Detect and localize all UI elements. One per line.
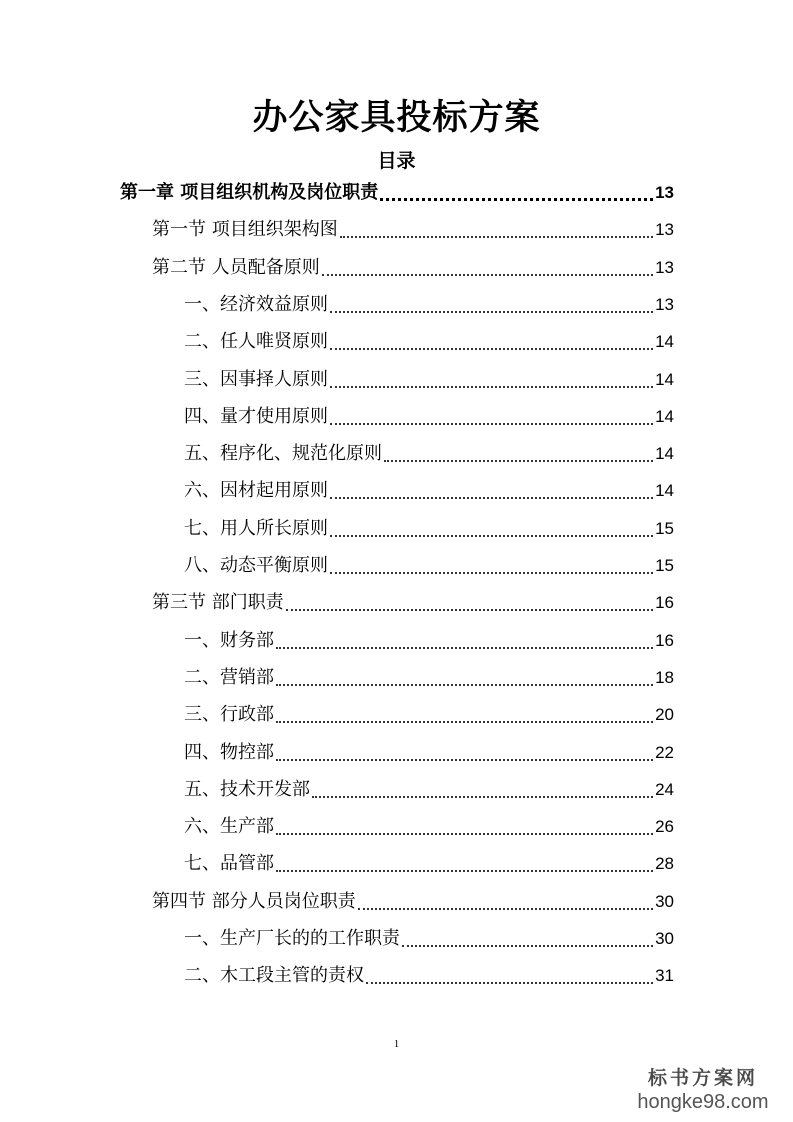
- toc-entry-page: 20: [655, 705, 674, 725]
- toc-dot-leader: [312, 795, 653, 798]
- watermark-url: hongke98.com: [637, 1091, 769, 1113]
- toc-dot-leader: [330, 496, 653, 499]
- toc-entry-page: 13: [655, 257, 674, 277]
- toc-entry-label: 一、经济效益原则: [184, 293, 328, 315]
- toc-entry[interactable]: [184, 734, 674, 771]
- toc-entry-page: 15: [655, 556, 674, 575]
- toc-dot-leader: [330, 534, 653, 537]
- toc-entry-page: 15: [655, 518, 674, 538]
- toc-heading: 目录: [377, 150, 416, 172]
- toc-entry[interactable]: [184, 398, 674, 435]
- toc-dot-leader: [402, 944, 653, 947]
- toc-entry-label: 第一节 项目组织架构图: [152, 219, 338, 241]
- toc-entry-page: 31: [655, 966, 674, 986]
- toc-dot-leader: [340, 235, 653, 238]
- toc-entry[interactable]: [184, 920, 674, 957]
- toc-entry-label: 八、动态平衡原则: [184, 555, 328, 576]
- toc-dot-leader: [366, 981, 653, 984]
- toc-entry[interactable]: [184, 622, 674, 659]
- toc-entry-label: 五、技术开发部: [184, 778, 310, 800]
- toc-entry-page: 28: [655, 854, 674, 874]
- toc-dot-leader: [286, 608, 653, 611]
- toc-entry-page: 14: [655, 369, 674, 389]
- watermark-name: 标书方案网: [647, 1067, 758, 1089]
- toc-entry-label: 三、因事择人原则: [184, 368, 328, 390]
- toc-dot-leader: [322, 273, 653, 276]
- toc-dot-leader: [384, 459, 653, 462]
- toc-entry[interactable]: [184, 361, 674, 398]
- toc-entry-page: 13: [655, 220, 674, 240]
- toc-dot-leader: [276, 646, 653, 649]
- toc-entry-label: 三、行政部: [184, 704, 274, 726]
- toc-entry[interactable]: [184, 659, 674, 696]
- toc-entry-label: 第三节 部门职责: [152, 592, 284, 614]
- document-title: 办公家具投标方案: [252, 98, 541, 138]
- toc-dot-leader: [358, 907, 653, 910]
- toc-dot-leader: [330, 385, 653, 388]
- toc-entry-label: 二、木工段主管的责权: [184, 965, 364, 987]
- toc-entry-label: 第二节 人员配备原则: [152, 256, 320, 278]
- toc-entry[interactable]: [184, 510, 674, 547]
- toc-entry[interactable]: [184, 286, 674, 323]
- toc-entry-page: 13: [655, 183, 674, 202]
- toc-entry-page: 14: [655, 332, 674, 352]
- toc-entry[interactable]: [184, 435, 674, 472]
- toc-dot-leader: [276, 758, 653, 761]
- toc-entry[interactable]: [152, 211, 674, 248]
- toc-entry[interactable]: [184, 323, 674, 360]
- toc-entry-label: 二、营销部: [184, 666, 274, 688]
- toc-dot-leader: [330, 347, 653, 350]
- toc-entry-label: 二、任人唯贤原则: [184, 331, 328, 353]
- toc-entry[interactable]: [184, 845, 674, 882]
- toc-entry[interactable]: [184, 771, 674, 808]
- toc-dot-leader: [276, 869, 653, 872]
- page-number: 1: [393, 1038, 400, 1050]
- toc-entry-label: 四、量才使用原则: [184, 405, 328, 427]
- toc-dot-leader: [330, 422, 653, 425]
- toc-entry[interactable]: [184, 547, 674, 584]
- toc-entry[interactable]: [184, 957, 674, 994]
- toc-entry-page: 26: [655, 817, 674, 837]
- toc-dot-leader: [380, 197, 653, 201]
- toc-entry-label: 第一章 项目组织机构及岗位职责: [120, 182, 379, 203]
- toc-entry-label: 六、因材起用原则: [184, 480, 328, 502]
- toc-entry[interactable]: [152, 883, 674, 920]
- toc-entry-page: 16: [655, 593, 674, 613]
- toc-entry-page: 13: [655, 294, 674, 314]
- toc-entry[interactable]: [184, 472, 674, 509]
- toc-entry-label: 五、程序化、规范化原则: [184, 443, 382, 465]
- toc-entry-page: 14: [655, 444, 674, 464]
- toc-entry-page: 14: [655, 406, 674, 426]
- toc-entry-label: 七、品管部: [184, 853, 274, 875]
- toc-dot-leader: [276, 720, 653, 723]
- toc-entry-page: 14: [655, 481, 674, 501]
- toc-entry-label: 六、生产部: [184, 816, 274, 838]
- toc-entry[interactable]: [152, 584, 674, 621]
- site-watermark: [623, 1066, 783, 1114]
- toc-entry-page: 22: [655, 742, 674, 762]
- toc-entry-label: 一、财务部: [184, 629, 274, 651]
- toc-entry-page: 18: [655, 667, 674, 687]
- toc-dot-leader: [276, 683, 653, 686]
- toc-entry-label: 第四节 部分人员岗位职责: [152, 890, 356, 912]
- toc-entry[interactable]: [120, 174, 674, 211]
- toc-entry-page: 30: [655, 929, 674, 948]
- toc-dot-leader: [330, 571, 653, 574]
- toc-entry[interactable]: [184, 808, 674, 845]
- toc-dot-leader: [330, 310, 653, 313]
- toc-entry-page: 24: [655, 779, 674, 799]
- toc-entry-page: 16: [655, 630, 674, 650]
- toc-entry[interactable]: [184, 696, 674, 733]
- toc-entry-label: 四、物控部: [184, 741, 274, 763]
- toc-entry-label: 一、生产厂长的的工作职责: [184, 928, 400, 949]
- toc-entry[interactable]: [152, 249, 674, 286]
- toc-entry-label: 七、用人所长原则: [184, 517, 328, 539]
- toc-entry-page: 30: [655, 891, 674, 911]
- toc-dot-leader: [276, 832, 653, 835]
